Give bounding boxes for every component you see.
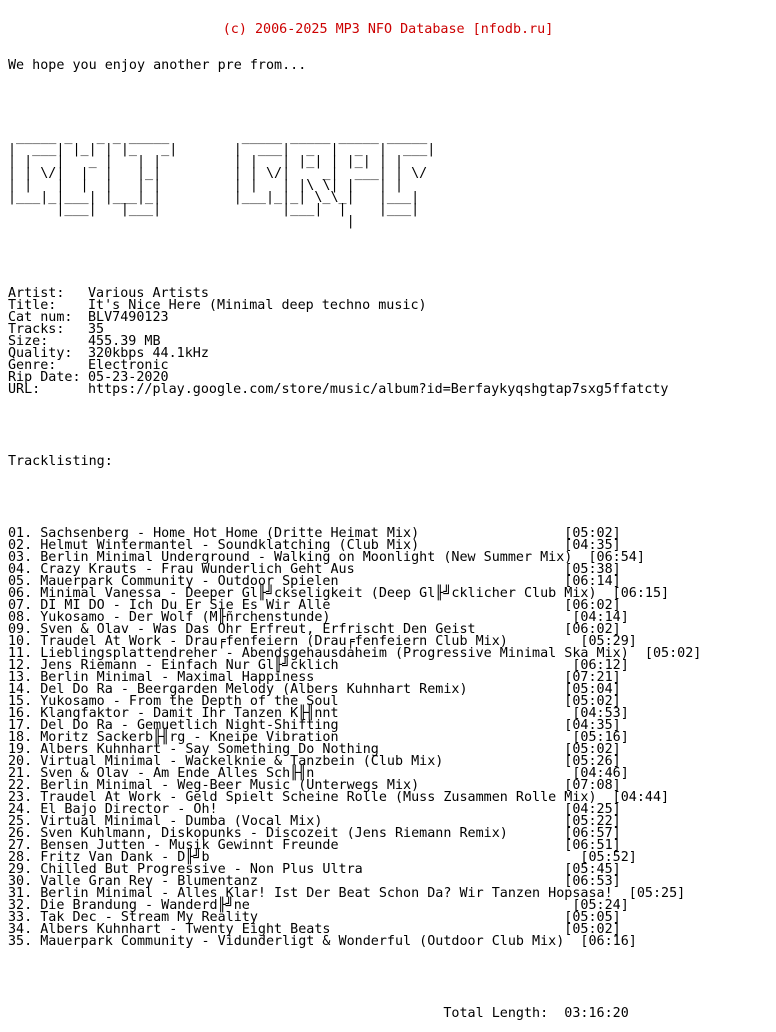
release-info: [8, 288, 768, 396]
total-label: Total Length:: [443, 1006, 549, 1021]
track-row: 05. Mauerpark Community - Outdoor Spielen [06:14]: [8, 574, 621, 589]
track-row: 34. Albers Kuhnhart - Twenty Eight Beats [05:02]: [8, 922, 621, 937]
ascii-logo: [8, 132, 768, 228]
logo-art-line: | | | _ | | | | | | |_| | |_| | |: [8, 154, 428, 169]
track-row: 13. Berlin Minimal - Maximal Happiness [07:21]: [8, 670, 621, 685]
track-row: 08. Yukosamo - Der Wolf (M╟ñrchenstunde) [04:14]: [8, 610, 629, 625]
logo-art-line: | ___| |_| | |_ _| | ___| _ | _ | ___|: [8, 142, 436, 157]
track-row: 28. Fritz Van Dank - D╟╝b [05:52]: [8, 850, 637, 865]
track-row: 27. Bensen Jutten - Musik Gewinnt Freunde [06:51]: [8, 838, 621, 853]
track-row: 19. Albers Kuhnhart - Say Something Do Nothing [05:02]: [8, 742, 621, 757]
info-key: Title:: [8, 298, 57, 313]
info-key: Tracks:: [8, 322, 65, 337]
logo-art-line: |___|_|___| |___|_| |___|_|_| \_\_| |___|: [8, 190, 428, 205]
logo-art-line: | | | | | | | | | | |\ \| | | |: [8, 178, 428, 193]
track-row: 03. Berlin Minimal Underground - Walking on Moonlight (New Summer Mix) [06:54]: [8, 550, 645, 565]
info-key: Rip Date:: [8, 370, 81, 385]
track-row: 26. Sven Kuhlmann, Diskopunks - Discozeit (Jens Riemann Remix) [06:57]: [8, 826, 621, 841]
logo-art-line: |: [8, 214, 428, 229]
spacer: [8, 420, 768, 432]
tracklisting-label: Tracklisting:: [8, 454, 113, 469]
info-value: 320kbps 44.1kHz: [88, 346, 209, 361]
info-value: 35: [88, 322, 105, 337]
track-row: 31. Berlin Minimal - Alles Klar! Ist Der Beat Schon Da? Wir Tanzen Hopsasa! [05:25]: [8, 886, 686, 901]
info-value: It's Nice Here (Minimal deep techno music): [88, 298, 427, 313]
info-row: [8, 312, 768, 324]
track-row: 29. Chilled But Progressive - Non Plus Ultra [05:45]: [8, 862, 621, 877]
info-value: BLV7490123: [88, 310, 169, 325]
track-row: 06. Minimal Vanessa - Deeper Gl╟╝ckseligkeit (Deep Gl╟╝cklicher Club Mix) [06:15]: [8, 586, 670, 601]
nfodb-header: (c) 2006-2025 MP3 NFO Database [nfodb.ru]: [222, 22, 554, 37]
intro-text: We hope you enjoy another pre from...: [8, 58, 307, 73]
logo-art-line: | | \/| | | |_| | | \/| _| ___| | \/: [8, 166, 436, 181]
track-row: 33. Tak Dec - Stream My Reality [05:05]: [8, 910, 621, 925]
info-key: Cat num:: [8, 310, 73, 325]
track-row: 15. Yukosamo - From the Depth of the Soul [05:02]: [8, 694, 621, 709]
info-value[interactable]: https://play.google.com/store/music/album?id=Berfaykyqshgtap7sxg5ffatcty: [88, 382, 669, 397]
info-key: URL:: [8, 382, 41, 397]
logo-art-line: |___| |___| |___| | |___|: [8, 202, 428, 217]
track-row: 23. Traudel At Work - Geld Spielt Scheine Rolle (Muss Zusammen Rolle Mix) [04:44]: [8, 790, 670, 805]
info-key: Quality:: [8, 346, 73, 361]
total-value: 03:16:20: [564, 1006, 629, 1021]
info-key: Artist:: [8, 286, 65, 301]
track-row: 04. Crazy Krauts - Frau Wunderlich Geht Aus [05:38]: [8, 562, 621, 577]
logo-art-line: _____ _ _ _ _____ _____ _____ _____ _____: [8, 130, 428, 145]
info-value: 455.39 MB: [88, 334, 161, 349]
track-row: 24. El Bajo Director - Oh! [04:25]: [8, 802, 621, 817]
info-key: Genre:: [8, 358, 57, 373]
info-value: Electronic: [88, 358, 169, 373]
track-row: 14. Del Do Ra - Beergarden Melody (Albers Kuhnhart Remix) [05:04]: [8, 682, 621, 697]
info-row: [8, 384, 768, 396]
track-row: 02. Helmut Wintermantel - Soundklatching (Club Mix) [04:35]: [8, 538, 621, 553]
track-row: 20. Virtual Minimal - Wackelknie & Tanzbein (Club Mix) [05:26]: [8, 754, 621, 769]
spacer: [8, 972, 768, 984]
track-row: 30. Valle Gran Rey - Blumentanz [06:53]: [8, 874, 621, 889]
track-row: 01. Sachsenberg - Home Hot Home (Dritte Heimat Mix) [05:02]: [8, 526, 621, 541]
nfo-document: [8, 0, 768, 1032]
track-row: 10. Traudel At Work - Drau╒fenfeiern (Drau╒fenfeiern Club Mix) [05:29]: [8, 634, 637, 649]
track-row: 22. Berlin Minimal - Weg-Beer Music (Unterwegs Mix) [07:08]: [8, 778, 621, 793]
track-row: 25. Virtual Minimal - Dumba (Vocal Mix) [05:22]: [8, 814, 621, 829]
info-key: Size:: [8, 334, 49, 349]
track-row: 12. Jens Riemann - Einfach Nur Gl╟╝cklich [06:12]: [8, 658, 629, 673]
track-row: 35. Mauerpark Community - Vidunderligt & Wonderful (Outdoor Club Mix) [06:16]: [8, 934, 637, 949]
info-value: 05-23-2020: [88, 370, 169, 385]
track-row: 18. Moritz Sackerb╟╢rg - Kneipe Vibration [05:16]: [8, 730, 629, 745]
spacer: [8, 252, 768, 264]
spacer: [8, 492, 768, 504]
track-row: 11. Lieblingsplattendreher - Abendsgehausdaheim (Progressive Minimal Ska Mix) [05:02]: [8, 646, 702, 661]
track-row: 17. Del Do Ra - Gemuetlich Night-Shifting [04:35]: [8, 718, 621, 733]
track-row: 21. Sven & Olav - Am Ende Alles Sch╟╢n [04:46]: [8, 766, 629, 781]
track-row: 16. Klangfaktor - Damit Ihr Tanzen K╟╢nnt [04:53]: [8, 706, 629, 721]
total-length: [8, 1008, 768, 1020]
track-row: 07. DI MI DO - Ich Du Er Sie Es Wir Alle [06:02]: [8, 598, 621, 613]
info-value: Various Artists: [88, 286, 209, 301]
track-row: 09. Sven & Olav - Was Das Ohr Erfreut, Erfrischt Den Geist [06:02]: [8, 622, 621, 637]
track-list: [8, 528, 768, 948]
track-row: 32. Die Brandung - Wanderd╟╝ne [05:24]: [8, 898, 629, 913]
spacer: [8, 96, 768, 108]
